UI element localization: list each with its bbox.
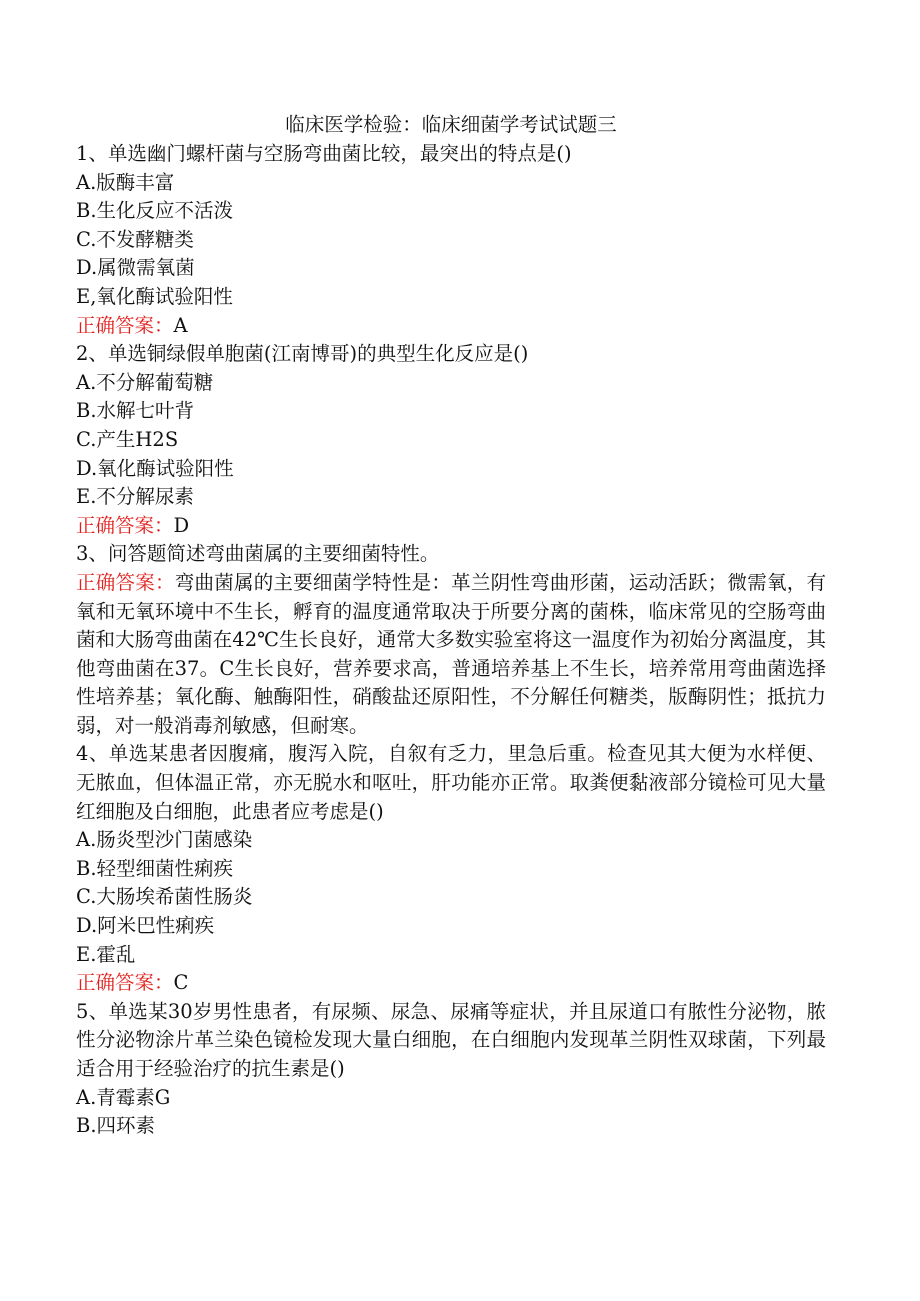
answer-value: D [173,513,190,537]
option-c: C.不发酵糖类 [76,227,194,251]
answer-line [76,969,826,998]
option-a: A.版酶丰富 [76,170,175,194]
question-3 [76,540,826,740]
option-a: A.不分解葡萄糖 [76,370,214,394]
option-a: A.肠炎型沙门菌感染 [76,828,253,852]
question-stem: 4、单选某患者因腹痛，腹泻入院，自叙有乏力，里急后重。检查见其大便为水样便、无脓血，但体温正常，亦无脱水和呕吐，肝功能亦正常。取粪便黏液部分镜检可见大量红细胞及白细胞，此患者应考虑是() [76,742,826,823]
option-d: D.氧化酶试验阳性 [76,456,234,480]
document-page [76,110,826,1141]
option-d: D.属微需氧菌 [76,256,195,280]
option-a: A.青霉素G [76,1085,171,1109]
option-c: C.产生H2S [76,427,179,451]
question-stem: 1、单选幽门螺杆菌与空肠弯曲菌比较，最突出的特点是() [76,142,572,165]
question-stem: 3、问答题简述弯曲菌属的主要细菌特性。 [76,542,440,566]
question-2 [76,340,826,540]
option-e: E.霍乱 [76,942,136,966]
answer-line [76,512,826,541]
option-e: E.不分解尿素 [76,485,194,509]
answer-label: 正确答案： [76,313,174,337]
option-b: B.轻型细菌性痢疾 [76,856,234,880]
answer-paragraph [76,569,826,741]
option-b: B.生化反应不活泼 [76,199,234,223]
answer-line [76,312,826,341]
answer-value: C [173,971,189,995]
option-d: D.阿米巴性痢疾 [76,914,215,938]
option-c: C.大肠埃希菌性肠炎 [76,885,253,909]
answer-text: 弯曲菌属的主要细菌学特性是：革兰阴性弯曲形菌，运动活跃；微需氧，有氧和无氧环境中不生长，孵育的温度通常取决于所要分离的菌株，临床常见的空肠弯曲菌和大肠弯曲菌在42℃生长良好，通常大多数实验室将这一温度作为初始分离温度，其他弯曲菌在37。C生长良好，营养要求高，普通培养基上不生长，培养常用弯曲菌选择性培养基；氧化酶、触酶阳性，硝酸盐还原阳性，不分解任何糖类，版酶阴性；抵抗力弱，对一般消毒剂敏感，但耐寒。 [76,570,826,737]
question-stem: 2、单选铜绿假单胞菌(江南博哥)的典型生化反应是() [76,342,529,366]
option-e: E,氧化酶试验阳性 [76,284,233,308]
document-title: 临床医学检验：临床细菌学考试试题三 [285,113,617,136]
question-stem: 5、单选某30岁男性患者，有尿频、尿急、尿痛等症状，并且尿道口有脓性分泌物，脓性分泌物涂片革兰染色镜检发现大量白细胞，在白细胞内发现革兰阴性双球菌，下列最适合用于经验治疗的抗生素是() [76,999,826,1080]
answer-value: A [173,313,188,337]
option-b: B.四环素 [76,1114,156,1138]
answer-label: 正确答案： [76,570,175,594]
option-b: B.水解七叶背 [76,399,195,423]
answer-label: 正确答案： [76,513,174,537]
question-1 [76,140,826,340]
answer-label: 正确答案： [76,971,174,995]
question-4 [76,740,826,997]
question-5 [76,998,826,1141]
